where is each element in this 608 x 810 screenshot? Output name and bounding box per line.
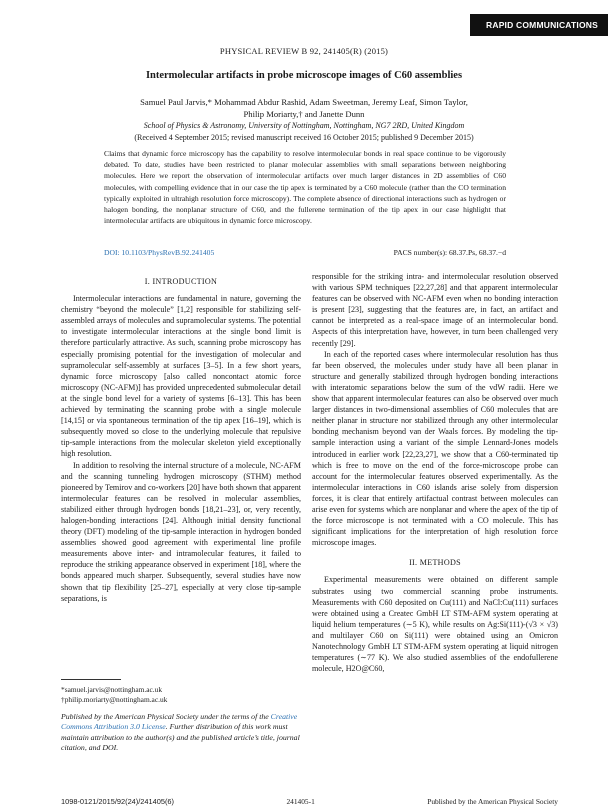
license-link[interactable]: Creative Commons Attribution 3.0 License bbox=[61, 712, 298, 732]
doi-link[interactable]: DOI: 10.1103/PhysRevB.92.241405 bbox=[104, 248, 215, 257]
page-number: 241405-1 bbox=[286, 797, 315, 806]
methods-paragraph-1: Experimental measurements were obtained on different sample substrates using two commercial scanning probe instruments. Measurements with C60 deposited on Cu(111) and NaCl:Cu(111) surfaces were obtained using a Createc GmbH LT STM-AFM system operating at liquid helium temperatures (∼5 K), while results on Ag:Si(111)-(√3 × √3) and multilayer C60 on Si(111) were obtained using an Omicron Nanotechnology GmbH LT STM-AFM system operating at liquid nitrogen temperatures (∼77 K). We also studied assemblies of the endofullerene molecule, H2O@C60, bbox=[312, 575, 558, 674]
open-access-note bbox=[61, 712, 301, 754]
intro-paragraph-3: responsible for the striking intra- and intermolecular resolution observed with various SPM techniques [22,27,28] and that apparent intermolecular features can be observed with NC-AFM even when no bonding interaction is present [23], suggesting that the features are, in fact, an artifact and cannot be interpreted as a real-space image of an intermolecular bond. Aspects of this interpretation have, however, in turn been challenged very recently [29]. bbox=[312, 272, 558, 348]
rapid-communications-banner: RAPID COMMUNICATIONS bbox=[470, 14, 608, 36]
journal-header: PHYSICAL REVIEW B 92, 241405(R) (2015) bbox=[219, 46, 389, 56]
footnote-rule bbox=[61, 679, 121, 680]
note-text-before: Published by the American Physical Society under the terms of the bbox=[61, 712, 271, 721]
right-column bbox=[312, 271, 558, 674]
author-list bbox=[60, 96, 548, 120]
authors-line-2: Philip Moriarty,† and Janette Dunn bbox=[243, 109, 365, 119]
received-dates: (Received 4 September 2015; revised manuscript received 16 October 2015; published 9 December 2015) bbox=[134, 133, 474, 142]
issn-code: 1098-0121/2015/92(24)/241405(6) bbox=[61, 797, 175, 806]
note-text-after: . Further distribution of this work must maintain attribution to the author(s) and the published article’s title, journal citation, and DOI. bbox=[61, 722, 300, 753]
intro-paragraph-1: Intermolecular interactions are fundamental in nature, governing the chemistry “beyond the molecule” [1,2] responsible for stabilizing self-assembled arrays of molecules and supramolecular systems. The potential to investigate intermolecular interactions at the single bond limit is therefore particularly attractive. As such, scanning probe microscopy has especially promising potential for the investigation of molecular and supramolecular self-assembly at surfaces [3–5]. In a few short years, dynamic force microscopy [also called noncontact atomic force microscopy (NC-AFM)] has provided unprecedented submolecular detail at the single bond level for a variety of systems [6–13]. This has been achieved by terminating the scanning probe with a single molecule [14,15] or via spontaneous termination of the tip apex [16–19], which is subsequently moved so close to the underlying molecule that repulsive tip-sample interactions from the molecular skeleton yield exceptionally high resolution. bbox=[61, 294, 301, 459]
pacs-numbers: PACS number(s): 68.37.Ps, 68.37.−d bbox=[393, 248, 506, 257]
authors-line-1: Samuel Paul Jarvis,* Mohammad Abdur Rashid, Adam Sweetman, Jeremy Leaf, Simon Taylor, bbox=[140, 97, 468, 107]
page-footer bbox=[61, 797, 558, 806]
section-heading-introduction: I. INTRODUCTION bbox=[144, 277, 218, 286]
footnote-email-1[interactable]: *samuel.jarvis@nottingham.ac.uk bbox=[61, 685, 163, 694]
affiliation: School of Physics & Astronomy, University of Nottingham, Nottingham, NG7 2RD, United Kingdom bbox=[143, 121, 465, 130]
section-heading-methods: II. METHODS bbox=[409, 558, 461, 568]
left-column bbox=[61, 271, 301, 604]
intro-paragraph-4: In each of the reported cases where intermolecular resolution has thus far been observed, the molecules under study have all been planar in structure and generally stabilized through hydrogen bonding interactions with interatomic separations below the sum of the vdW radii. Here we show that apparent intermolecular features can also be observed over much larger distances in two-dimensional assemblies of C60 molecules that are neither planar in structure nor stabilized through any other intermolecular bonding mechanism beyond van der Waals forces. By modeling the tip-sample interaction using a variant of the simple Lennard-Jones models introduced in earlier work [22,23,27], we show that a C60-terminated tip which is free to move on the end of the force-microscope probe can account for the intermolecular features observed experimentally. As the intermolecular interactions in C60 islands arise solely from dispersion forces, it is clear that entirely artifactual contrast between molecules can arise even for systems which are nonplanar and where the apex of the tip of the force microscope is not terminated with a CO molecule. This has significant implications for the interpretation of high resolution force microscope images. bbox=[312, 349, 558, 548]
intro-paragraph-2: In addition to resolving the internal structure of a molecule, NC-AFM and the scanning tunneling hydrogen microscopy (STHM) method pioneered by Temirov and co-workers [20] have both shown that apparent intermolecular features can be resolved in molecular assemblies, stabilized either through hydrogen bonds [18,21–23], or, very recently, halogen-bonding interactions [24]. Although initial density functional theory (DFT) modeling of the tip-sample interaction in hydrogen bonded assemblies showed good agreement with experimental line profile measurements above inter- and intramolecular features, it failed to reproduce the striking appearance observed in experiment [18], where the bonds appeared much sharper. Subsequently, several studies have now shown that tip flexibility [25–27], especially at very close tip-sample separations, is bbox=[61, 460, 301, 603]
footnotes bbox=[61, 685, 301, 705]
footnote-email-2[interactable]: †philip.moriarty@nottingham.ac.uk bbox=[61, 694, 168, 704]
doi-pacs-line bbox=[104, 248, 506, 257]
abstract: Claims that dynamic force microscopy has the capability to resolve intermolecular bonds in real space continue to be vigorously debated. To date, studies have been restricted to planar molecular assemblies with small separations between neighboring molecules. Here we report the observation of intermolecular artifacts over much larger distances in 2D assemblies of C60 molecules, with compelling evidence that in our case the tip apex is terminated by a C60 molecule (rather than the CO termination typically exploited in ultrahigh resolution force microscopy). The complete absence of directional interactions such as hydrogen or halogen bonding, the nonplanar structure of C60, and the fullerene termination of the tip apex in our case highlight that intermolecular artifacts are ubiquitous in dynamic force microscopy. bbox=[104, 149, 506, 226]
publisher-line: Published by the American Physical Society bbox=[427, 797, 558, 806]
article-title: Intermolecular artifacts in probe microscope images of C60 assemblies bbox=[145, 70, 463, 81]
